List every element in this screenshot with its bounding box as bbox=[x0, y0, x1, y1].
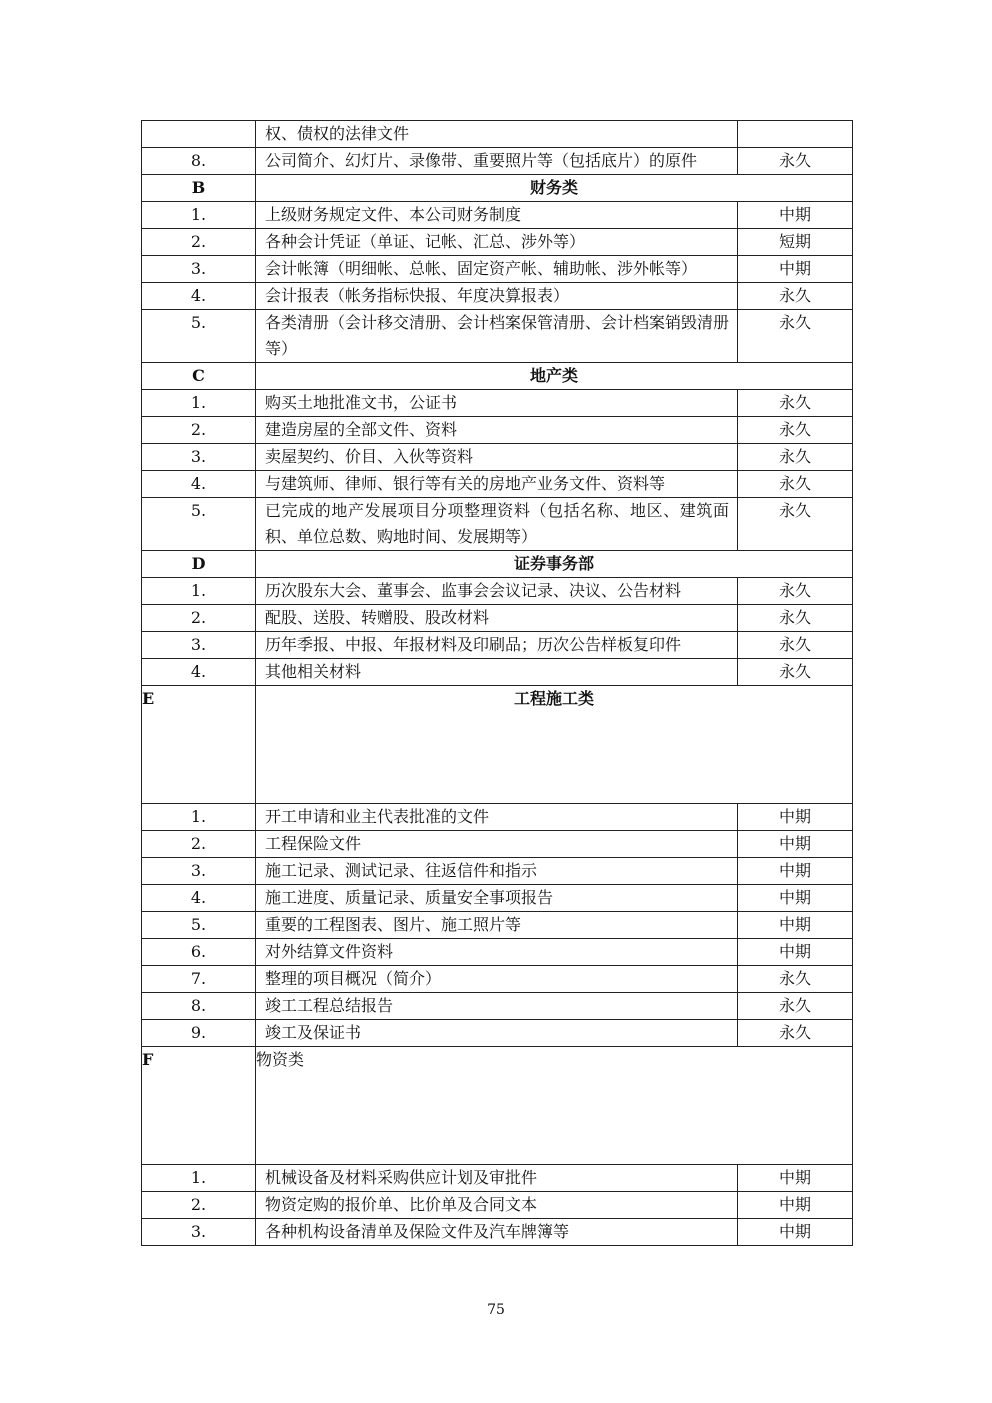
retention-table-body bbox=[142, 121, 853, 1246]
category-title: 财务类 bbox=[256, 175, 853, 202]
category-title: 物资类 bbox=[256, 1047, 853, 1165]
table-row bbox=[142, 632, 853, 659]
retention-period: 中期 bbox=[738, 831, 853, 858]
item-number: 4. bbox=[142, 471, 256, 498]
table-row bbox=[142, 993, 853, 1020]
item-description: 公司简介、幻灯片、录像带、重要照片等（包括底片）的原件 bbox=[256, 148, 738, 175]
item-number: 1. bbox=[142, 202, 256, 229]
retention-period: 永久 bbox=[738, 390, 853, 417]
item-number: 2. bbox=[142, 605, 256, 632]
item-number: 3. bbox=[142, 256, 256, 283]
table-row bbox=[142, 1219, 853, 1246]
table-row bbox=[142, 229, 853, 256]
item-description: 各种机构设备清单及保险文件及汽车牌簿等 bbox=[256, 1219, 738, 1246]
item-description: 历次股东大会、董事会、监事会会议记录、决议、公告材料 bbox=[256, 578, 738, 605]
item-number: 8. bbox=[142, 993, 256, 1020]
item-description: 权、债权的法律文件 bbox=[256, 121, 738, 148]
retention-period: 短期 bbox=[738, 229, 853, 256]
retention-period: 中期 bbox=[738, 912, 853, 939]
item-description: 会计帐簿（明细帐、总帐、固定资产帐、辅助帐、涉外帐等） bbox=[256, 256, 738, 283]
retention-period: 永久 bbox=[738, 605, 853, 632]
category-header-row bbox=[142, 175, 853, 202]
table-row bbox=[142, 858, 853, 885]
retention-period: 永久 bbox=[738, 578, 853, 605]
item-number: 6. bbox=[142, 939, 256, 966]
item-description: 施工进度、质量记录、质量安全事项报告 bbox=[256, 885, 738, 912]
item-description: 机械设备及材料采购供应计划及审批件 bbox=[256, 1165, 738, 1192]
item-description: 上级财务规定文件、本公司财务制度 bbox=[256, 202, 738, 229]
retention-period: 永久 bbox=[738, 148, 853, 175]
item-number: 2. bbox=[142, 1192, 256, 1219]
item-description: 历年季报、中报、年报材料及印刷品；历次公告样板复印件 bbox=[256, 632, 738, 659]
item-description: 竣工工程总结报告 bbox=[256, 993, 738, 1020]
retention-period: 中期 bbox=[738, 202, 853, 229]
retention-period: 中期 bbox=[738, 1192, 853, 1219]
retention-period: 中期 bbox=[738, 885, 853, 912]
item-number: 2. bbox=[142, 229, 256, 256]
category-header-row bbox=[142, 551, 853, 578]
table-row bbox=[142, 256, 853, 283]
item-number: 8. bbox=[142, 148, 256, 175]
retention-period: 永久 bbox=[738, 283, 853, 310]
category-title: 证券事务部 bbox=[256, 551, 853, 578]
table-row bbox=[142, 498, 853, 551]
category-letter: F bbox=[142, 1047, 256, 1165]
retention-period: 中期 bbox=[738, 1219, 853, 1246]
item-description: 配股、送股、转赠股、股改材料 bbox=[256, 605, 738, 632]
item-number: 1. bbox=[142, 390, 256, 417]
retention-table bbox=[141, 120, 853, 1246]
table-row bbox=[142, 417, 853, 444]
table-row bbox=[142, 283, 853, 310]
retention-period: 中期 bbox=[738, 256, 853, 283]
table-row bbox=[142, 471, 853, 498]
item-description: 对外结算文件资料 bbox=[256, 939, 738, 966]
table-row bbox=[142, 148, 853, 175]
item-description: 各种会计凭证（单证、记帐、汇总、涉外等） bbox=[256, 229, 738, 256]
category-header-row bbox=[142, 1047, 853, 1165]
item-number: 3. bbox=[142, 444, 256, 471]
table-row bbox=[142, 121, 853, 148]
item-description: 整理的项目概况（简介） bbox=[256, 966, 738, 993]
retention-period: 永久 bbox=[738, 310, 853, 363]
item-description: 购买土地批准文书，公证书 bbox=[256, 390, 738, 417]
retention-period: 中期 bbox=[738, 858, 853, 885]
retention-period: 中期 bbox=[738, 804, 853, 831]
table-row bbox=[142, 966, 853, 993]
item-number: 3. bbox=[142, 1219, 256, 1246]
item-description: 物资定购的报价单、比价单及合同文本 bbox=[256, 1192, 738, 1219]
retention-period: 永久 bbox=[738, 444, 853, 471]
item-number: 4. bbox=[142, 885, 256, 912]
retention-period: 永久 bbox=[738, 498, 853, 551]
table-row bbox=[142, 1192, 853, 1219]
item-number: 3. bbox=[142, 858, 256, 885]
retention-period: 永久 bbox=[738, 993, 853, 1020]
table-row bbox=[142, 444, 853, 471]
page-number: 75 bbox=[487, 1302, 505, 1318]
item-description: 与建筑师、律师、银行等有关的房地产业务文件、资料等 bbox=[256, 471, 738, 498]
item-number: 1. bbox=[142, 578, 256, 605]
item-number: 2. bbox=[142, 831, 256, 858]
item-number: 5. bbox=[142, 498, 256, 551]
item-number: 5. bbox=[142, 310, 256, 363]
item-number: 4. bbox=[142, 283, 256, 310]
retention-period: 永久 bbox=[738, 966, 853, 993]
table-row bbox=[142, 1165, 853, 1192]
table-row bbox=[142, 912, 853, 939]
table-row bbox=[142, 202, 853, 229]
table-row bbox=[142, 659, 853, 686]
item-description: 已完成的地产发展项目分项整理资料（包括名称、地区、建筑面积、单位总数、购地时间、发展期等） bbox=[256, 498, 738, 551]
item-number: 1. bbox=[142, 804, 256, 831]
retention-period: 永久 bbox=[738, 417, 853, 444]
table-row bbox=[142, 390, 853, 417]
item-description: 建造房屋的全部文件、资料 bbox=[256, 417, 738, 444]
table-row bbox=[142, 831, 853, 858]
table-row bbox=[142, 1020, 853, 1047]
item-number: 5. bbox=[142, 912, 256, 939]
item-description: 其他相关材料 bbox=[256, 659, 738, 686]
category-letter: B bbox=[142, 175, 256, 202]
item-description: 施工记录、测试记录、往返信件和指示 bbox=[256, 858, 738, 885]
retention-period: 中期 bbox=[738, 939, 853, 966]
table-row bbox=[142, 578, 853, 605]
item-description: 开工申请和业主代表批准的文件 bbox=[256, 804, 738, 831]
item-number: 9. bbox=[142, 1020, 256, 1047]
category-letter: E bbox=[142, 686, 256, 804]
item-description: 各类清册（会计移交清册、会计档案保管清册、会计档案销毁清册等） bbox=[256, 310, 738, 363]
retention-period: 中期 bbox=[738, 1165, 853, 1192]
item-number bbox=[142, 121, 256, 148]
category-header-row bbox=[142, 686, 853, 804]
item-description: 重要的工程图表、图片、施工照片等 bbox=[256, 912, 738, 939]
category-title: 地产类 bbox=[256, 363, 853, 390]
item-number: 2. bbox=[142, 417, 256, 444]
item-description: 会计报表（帐务指标快报、年度决算报表） bbox=[256, 283, 738, 310]
item-description: 卖屋契约、价目、入伙等资料 bbox=[256, 444, 738, 471]
category-header-row bbox=[142, 363, 853, 390]
table-row bbox=[142, 939, 853, 966]
category-letter: D bbox=[142, 551, 256, 578]
retention-period: 永久 bbox=[738, 659, 853, 686]
category-letter: C bbox=[142, 363, 256, 390]
item-number: 4. bbox=[142, 659, 256, 686]
table-row bbox=[142, 885, 853, 912]
item-description: 工程保险文件 bbox=[256, 831, 738, 858]
retention-period: 永久 bbox=[738, 632, 853, 659]
table-row bbox=[142, 605, 853, 632]
retention-period bbox=[738, 121, 853, 148]
table-row bbox=[142, 804, 853, 831]
retention-period: 永久 bbox=[738, 1020, 853, 1047]
table-row bbox=[142, 310, 853, 363]
item-number: 1. bbox=[142, 1165, 256, 1192]
item-number: 7. bbox=[142, 966, 256, 993]
item-description: 竣工及保证书 bbox=[256, 1020, 738, 1047]
retention-period: 永久 bbox=[738, 471, 853, 498]
category-title: 工程施工类 bbox=[256, 686, 853, 804]
item-number: 3. bbox=[142, 632, 256, 659]
